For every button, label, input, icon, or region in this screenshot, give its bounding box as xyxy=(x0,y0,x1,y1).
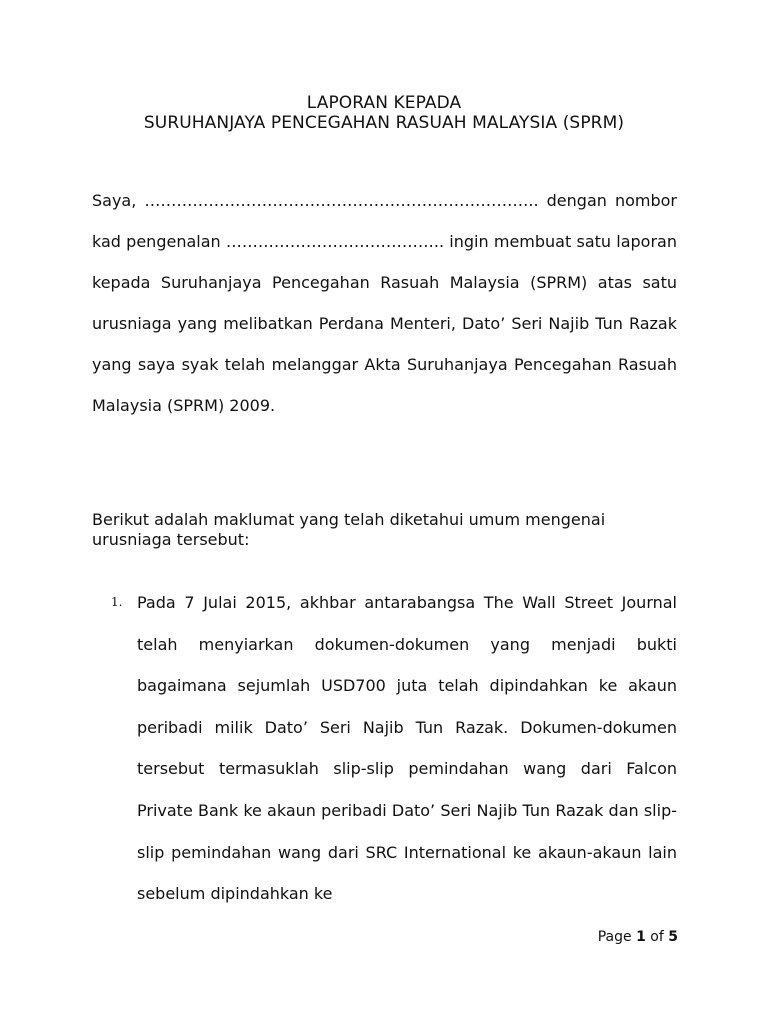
list-item-text: Pada 7 Julai 2015, akhbar antarabangsa The Wall Street Journal telah menyiarkan dokumen-dokumen yang menjadi bukti bagaimana sejumlah USD700 juta telah dipindahkan ke akaun peribadi milik Dato’ Seri Najib Tun Razak. Dokumen-dokumen tersebut termasuklah slip-slip pemindahan wang dari Falcon Private Bank ke akaun peribadi Dato’ Seri Najib Tun Razak dan slip-slip pemindahan wang dari SRC International ke akaun-akaun lain sebelum dipindahkan ke xyxy=(137,593,677,904)
footer-total-pages: 5 xyxy=(668,929,678,945)
list-item-number: 1. xyxy=(111,595,123,609)
page-number-footer xyxy=(598,928,678,946)
footer-current-page: 1 xyxy=(636,929,646,945)
report-title-line-2: SURUHANJAYA PENCEGAHAN RASUAH MALAYSIA (SPRM) xyxy=(143,113,625,133)
intro-paragraph: Saya, ……………………………………………………………….. dengan nombor kad pengenalan ………………………………….. ingin membuat satu laporan kepada Suruhanjaya Pencegahan Rasuah Malaysia (SPRM) atas satu urusniaga yang melibatkan Perdana Menteri, Dato’ Seri Najib Tun Razak yang saya syak telah melanggar Akta Suruhanjaya Pencegahan Rasuah Malaysia (SPRM) 2009. xyxy=(92,191,677,415)
lead-paragraph: Berikut adalah maklumat yang telah diketahui umum mengenai urusniaga tersebut: xyxy=(92,510,606,549)
footer-page-word: Page xyxy=(597,929,632,945)
footer-of-word: of xyxy=(650,929,664,945)
report-title-line-1: LAPORAN KEPADA xyxy=(306,93,462,113)
